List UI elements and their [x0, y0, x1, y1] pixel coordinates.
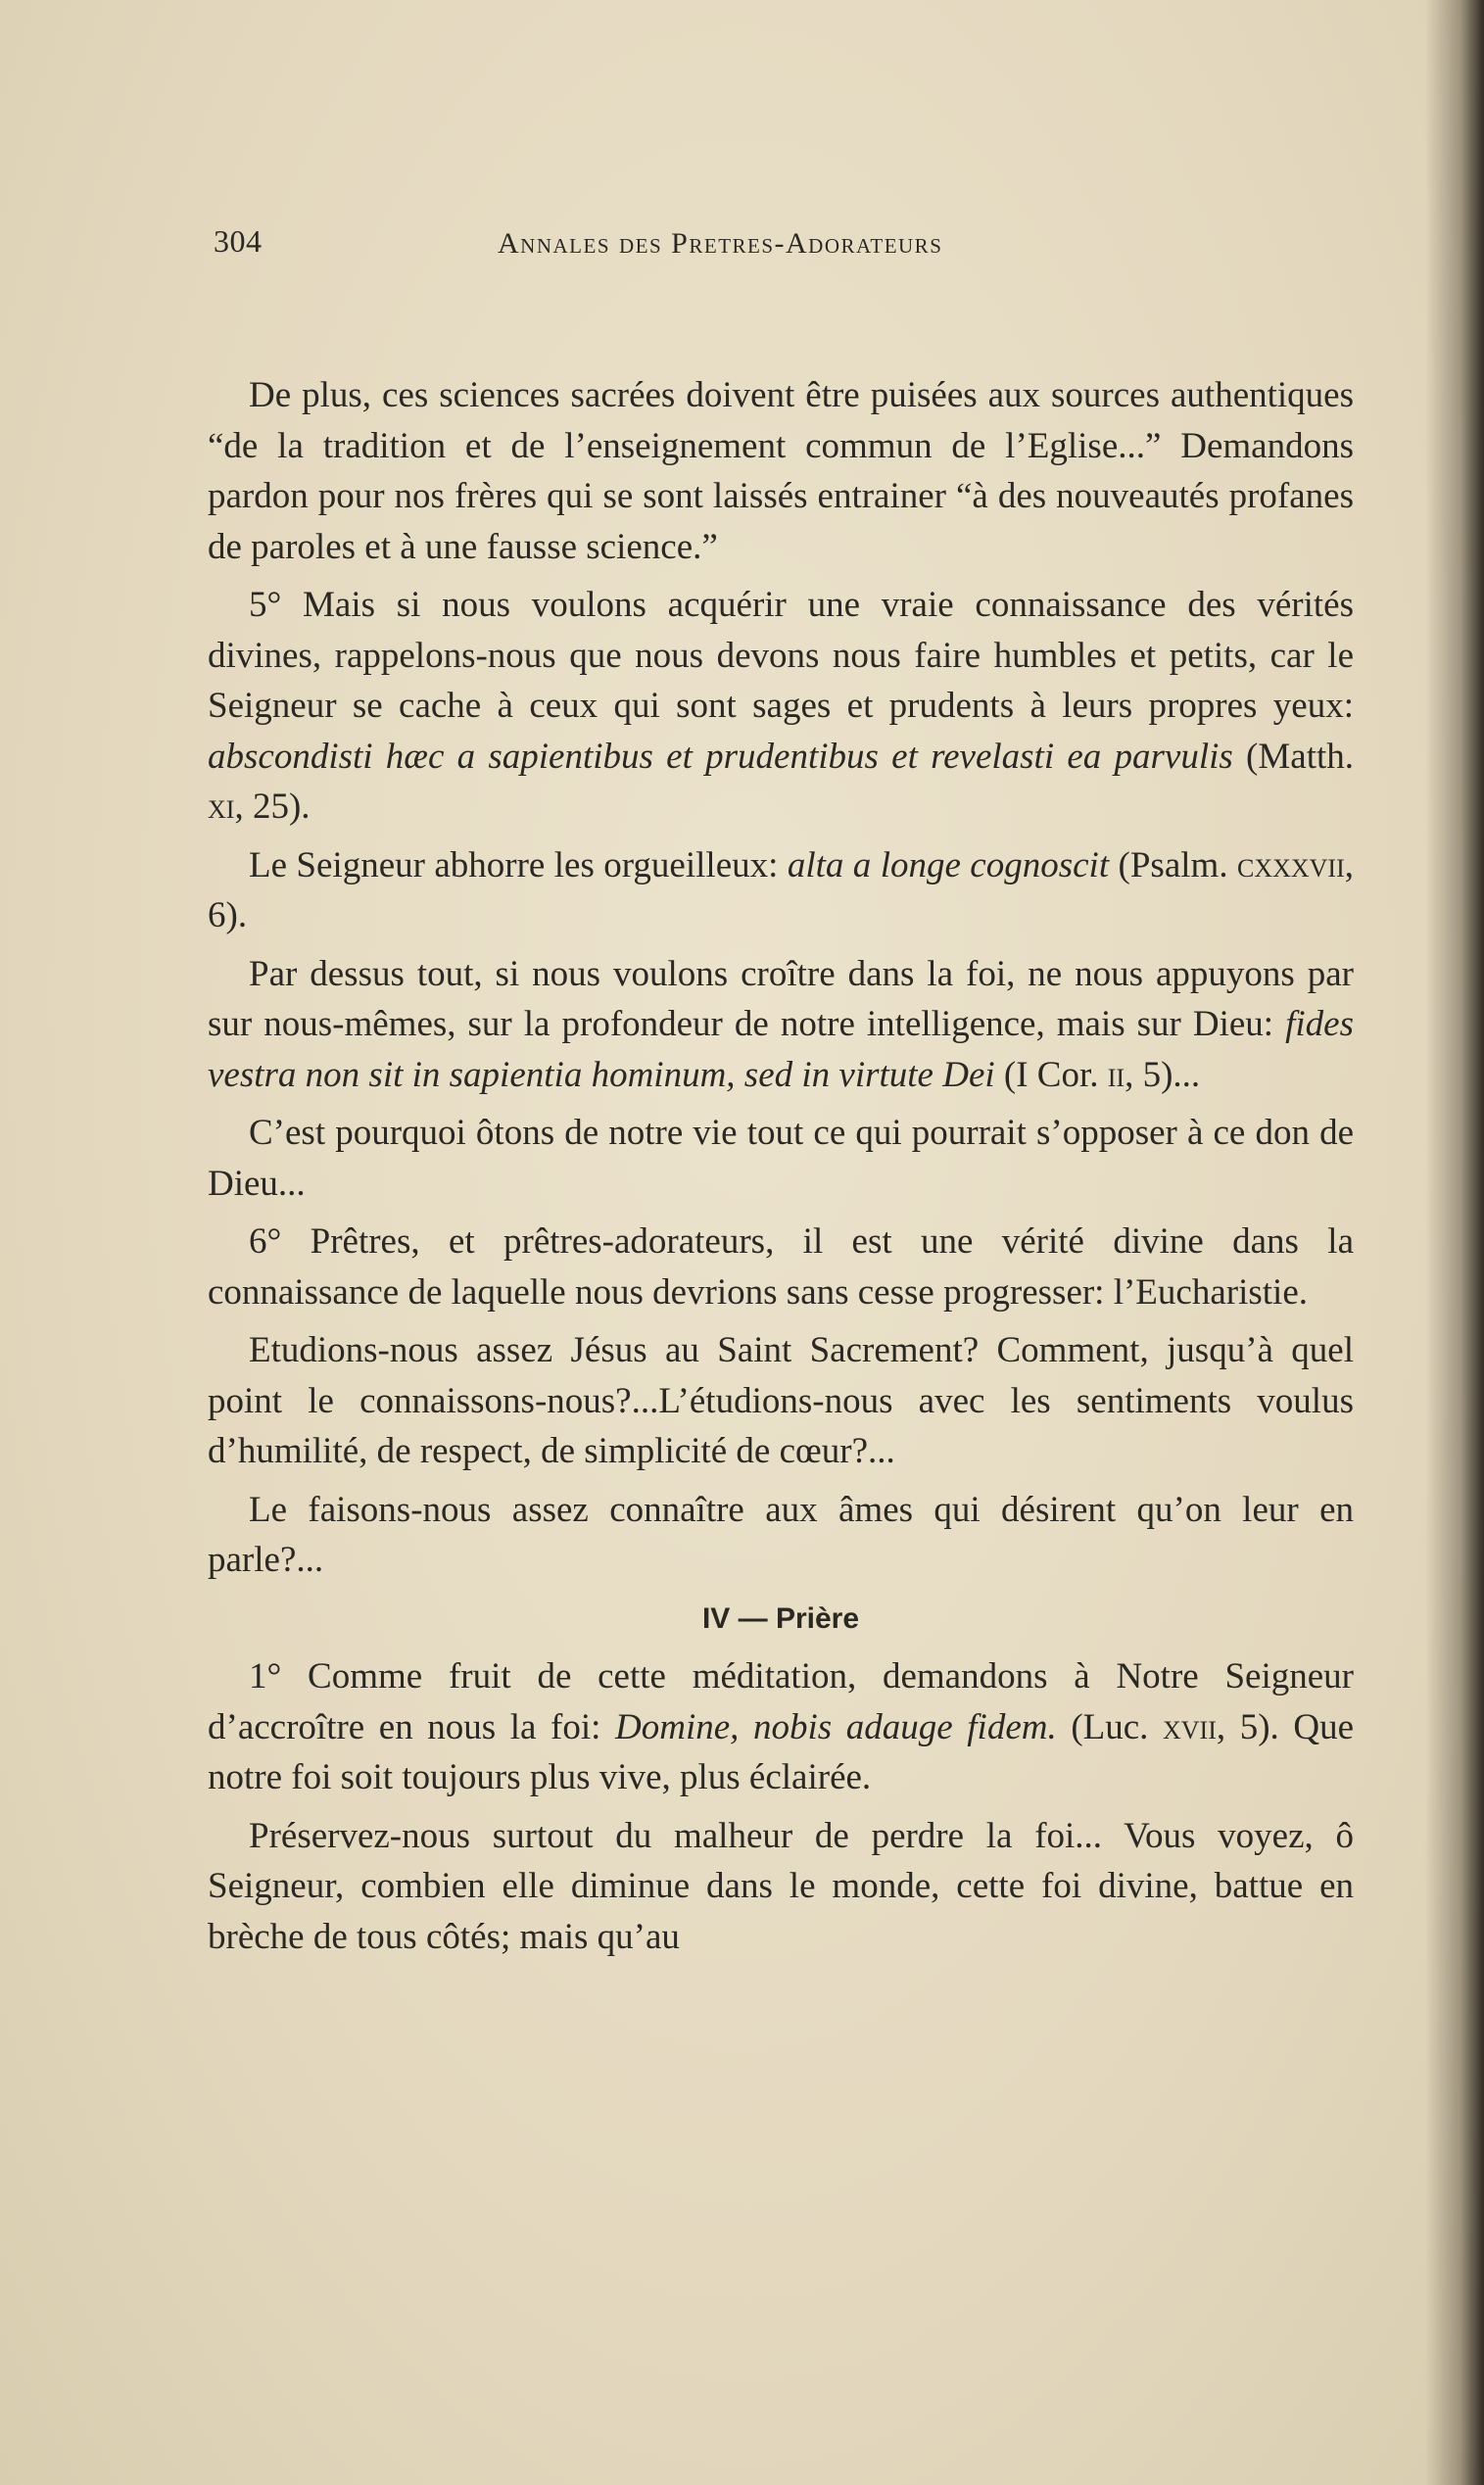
- paragraph-prayer: 1° Comme fruit de cette méditation, demandons à Notre Seigneur d’accroître en nous la foi: Domine, nobis adauge fidem. (Luc. xvii, 5). Que notre foi soit toujours plus vive, plus éclairée.: [208, 1656, 1355, 1797]
- page-number: 304: [214, 223, 263, 259]
- paragraph-sources: De plus, ces sciences sacrées doivent être puisées aux sources authentiques “de la tradition et de l’enseignement commun de l’Eglise...” Demandons pardon pour nos frères qui se sont laissés entrainer “à des nouveautés profanes de paroles et à une fausse science.”: [208, 375, 1354, 567]
- chapter-ref: xvii: [1163, 1706, 1217, 1747]
- paragraph-preserve: Préservez-nous surtout du malheur de perdre la foi... Vous voyez, ô Seigneur, combien elle diminue dans le monde, cette foi divine, battue en brèche de tous côtés; mais qu’au: [208, 1815, 1354, 1957]
- chapter-ref: cxxxvii: [1236, 844, 1345, 885]
- chapter-ref: ii: [1107, 1054, 1125, 1095]
- latin-quote: Domine, nobis adauge fidem.: [615, 1706, 1057, 1747]
- paragraph-proud: Le Seigneur abhorre les orgueilleux: alta a longe cognoscit (Psalm. cxxxvii, 6).: [208, 844, 1354, 935]
- running-header: [214, 223, 1350, 272]
- running-title: Annales des Pretres-Adorateurs: [498, 227, 943, 260]
- chapter-ref: xi: [208, 787, 235, 827]
- paragraph-point-6: 6° Prêtres, et prêtres-adorateurs, il est une vérité divine dans la connaissance de laquelle nous devrions sans cesse progresser: l’Eucharistie.: [208, 1221, 1354, 1313]
- body-text: [208, 370, 1354, 1970]
- paragraph-study: Etudions-nous assez Jésus au Saint Sacrement? Comment, jusqu’à quel point le connaissons-nous?...L’étudions-nous avec les sentiments voulus d’humilité, de respect, de simplicité de cœur?...: [208, 1330, 1354, 1471]
- paragraph-gift: C’est pourquoi ôtons de notre vie tout ce qui pourrait s’opposer à ce don de Dieu...: [208, 1113, 1354, 1204]
- section-heading: IV — Prière: [701, 1601, 860, 1635]
- latin-quote: fides vestra non sit in sapientia hominum, sed in virtute Dei: [208, 1004, 1354, 1095]
- paragraph-souls: Le faisons-nous assez connaître aux âmes qui désirent qu’on leur en parle?...: [208, 1489, 1354, 1580]
- paragraph-faith: Par dessus tout, si nous voulons croître dans la foi, ne nous appuyons par sur nous-mêmes, sur la profondeur de notre intelligence, mais sur Dieu: fides vestra non sit in sapientia hominum, sed in virtute Dei (I Cor. ii, 5)...: [208, 953, 1354, 1095]
- latin-quote: abscondisti hæc a sapientibus et prudentibus et revelasti ea parvulis: [208, 736, 1233, 777]
- paragraph-point-5: 5° Mais si nous voulons acquérir une vraie connaissance des vérités divines, rappelons-nous que nous devons nous faire humbles et petits, car le Seigneur se cache à ceux qui sont sages et prudents à leurs propres yeux: abscondisti hæc a sapientibus et prudentibus et revelasti ea parvulis (Matth. xi, 25).: [208, 585, 1355, 827]
- latin-quote: alta a longe cognoscit: [787, 844, 1110, 885]
- page-gutter-shadow: [1425, 0, 1484, 2485]
